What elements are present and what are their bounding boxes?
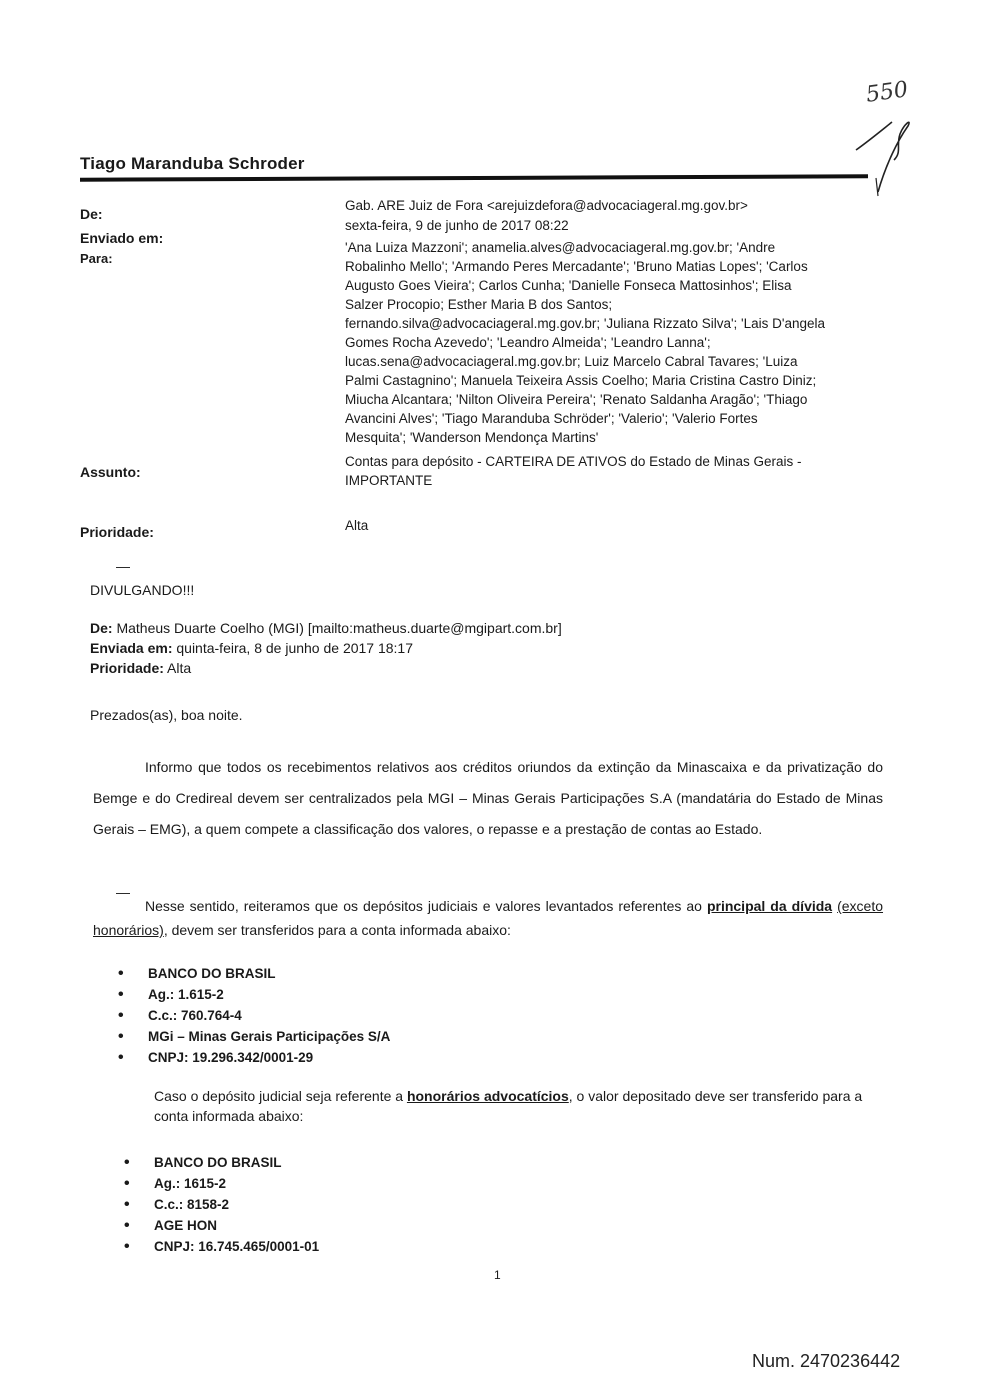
- assunto-line: IMPORTANTE: [345, 473, 433, 488]
- forwarded-header: [90, 618, 870, 678]
- para-line: Mesquita'; 'Wanderson Mendonça Martins': [345, 430, 599, 445]
- de-label: De:: [80, 206, 103, 222]
- para-line: Robalinho Mello'; 'Armando Peres Mercadante'; 'Bruno Matias Lopes'; 'Carlos: [345, 259, 808, 274]
- fwd-enviada-line: [90, 638, 870, 658]
- list-item: [124, 1194, 319, 1215]
- assunto-label: Assunto:: [80, 464, 141, 480]
- para-line: Avancini Alves'; 'Tiago Maranduba Schröder'; 'Valerio'; 'Valerio Fortes: [345, 411, 758, 426]
- header-rule: [80, 174, 868, 181]
- para-line: Augusto Goes Vieira'; Carlos Cunha; 'Danielle Fonseca Mattosinhos'; Elisa: [345, 278, 792, 293]
- account-1-cnpj: CNPJ: 19.296.342/0001-29: [148, 1050, 314, 1065]
- fwd-de-value: Matheus Duarte Coelho (MGI) [mailto:matheus.duarte@mgipart.com.br]: [116, 620, 562, 636]
- list-item: [118, 1005, 390, 1026]
- enviado-value: sexta-feira, 9 de junho de 2017 08:22: [345, 218, 569, 233]
- page-stamp: 550: [864, 77, 910, 108]
- para-line: Miucha Alcantara; 'Nilton Oliveira Pereira'; 'Renato Saldanha Aragão'; 'Thiago: [345, 392, 808, 407]
- account-2-agency: Ag.: 1615-2: [154, 1176, 227, 1191]
- paragraph-2-after: , devem ser transferidos para a conta informada abaixo:: [163, 922, 511, 938]
- list-item: [124, 1173, 319, 1194]
- bullet-icon: •: [118, 1006, 124, 1024]
- prioridade-value: Alta: [345, 518, 369, 533]
- account-2-cnpj: CNPJ: 16.745.465/0001-01: [154, 1239, 320, 1254]
- bullet-icon: •: [124, 1195, 130, 1213]
- para-line: Gomes Rocha Azevedo'; 'Leandro Almeida'; 'Leandro Lanna';: [345, 335, 711, 350]
- account-1-bank: BANCO DO BRASIL: [148, 966, 276, 981]
- list-item: [118, 1026, 390, 1047]
- account-1-agency: Ag.: 1.615-2: [148, 987, 224, 1002]
- account-list-2: [124, 1152, 319, 1257]
- paragraph-1-text: Informo que todos os recebimentos relativos aos créditos oriundos da extinção da Minascaixa e da privatização do Bemge e do Credireal devem ser centralizados pela MGI – Minas Gerais Participações S.A (mandatária do Estado de Minas Gerais – EMG), a quem compete a classificação dos valores, o repasse e a prestação de contas ao Estado.: [93, 759, 883, 837]
- enviado-label: Enviado em:: [80, 230, 164, 246]
- para-line: 'Ana Luiza Mazzoni'; anamelia.alves@advocaciageral.mg.gov.br; 'Andre: [345, 240, 776, 255]
- fwd-enviada-value: quinta-feira, 8 de junho de 2017 18:17: [176, 640, 414, 656]
- fwd-de-line: [90, 618, 870, 638]
- para-line: Palmi Castagnino'; Manuela Teixeira Assis Coelho; Maria Cristina Castro Diniz;: [345, 373, 817, 388]
- para-line: Salzer Procopio; Esther Maria B dos Santos;: [345, 297, 613, 312]
- account-2-holder: AGE HON: [154, 1218, 218, 1233]
- prioridade-label: Prioridade:: [80, 524, 154, 540]
- para-line: fernando.silva@advocaciageral.mg.gov.br; 'Juliana Rizzato Silva'; 'Lais D'angela: [345, 316, 826, 331]
- document-number: Num. 2470236442: [752, 1351, 901, 1371]
- bullet-icon: •: [124, 1174, 130, 1192]
- para-line: lucas.sena@advocaciageral.mg.gov.br; Luiz Marcelo Cabral Tavares; 'Luiza: [345, 354, 798, 369]
- list-item: [118, 1047, 390, 1068]
- fwd-prioridade-label: Prioridade:: [90, 660, 164, 676]
- list-item: [118, 963, 390, 984]
- paragraph-1: [93, 752, 883, 845]
- bullet-icon: •: [118, 1027, 124, 1045]
- account-1-account: C.c.: 760.764-4: [148, 1008, 242, 1023]
- exceto-honorarios-underlined: (exceto honorários): [93, 898, 884, 938]
- bullet-icon: •: [118, 985, 124, 1003]
- account-1-holder: MGi – Minas Gerais Participações S/A: [148, 1029, 391, 1044]
- fwd-prioridade-value: Alta: [167, 660, 192, 676]
- list-item: [124, 1215, 319, 1236]
- sender-name: Tiago Maranduba Schroder: [80, 154, 305, 173]
- list-item: [118, 984, 390, 1005]
- paragraph-3: [154, 1086, 874, 1126]
- bullet-icon: •: [124, 1237, 130, 1255]
- list-item: [124, 1236, 319, 1257]
- assunto-value: [345, 452, 865, 490]
- list-item: [124, 1152, 319, 1173]
- principal-divida-underlined: principal da dívida: [706, 898, 833, 914]
- paragraph-2-before: Nesse sentido, reiteramos que os depósitos judiciais e valores levantados referentes ao: [145, 898, 707, 914]
- fwd-de-label: De:: [90, 620, 113, 636]
- dash-mark-2: —: [116, 884, 130, 900]
- bullet-icon: •: [118, 964, 124, 982]
- bullet-icon: •: [118, 1048, 124, 1066]
- de-value: Gab. ARE Juiz de Fora <arejuizdefora@advocaciageral.mg.gov.br>: [345, 198, 748, 213]
- paragraph-3-after: , o valor depositado deve ser transferido para a conta informada abaixo:: [154, 1088, 863, 1124]
- para-value: [345, 238, 865, 447]
- para-label: Para:: [80, 251, 113, 266]
- divulgando-text: DIVULGANDO!!!: [90, 582, 195, 598]
- fwd-prioridade-line: [90, 658, 870, 678]
- signature-mark: [848, 104, 918, 204]
- account-list-1: [118, 963, 390, 1068]
- dash-mark: —: [116, 558, 130, 574]
- account-2-account: C.c.: 8158-2: [154, 1197, 230, 1212]
- assunto-line: Contas para depósito - CARTEIRA DE ATIVOS do Estado de Minas Gerais -: [345, 454, 802, 469]
- paragraph-2: [93, 894, 883, 942]
- account-2-bank: BANCO DO BRASIL: [154, 1155, 282, 1170]
- paragraph-3-before: Caso o depósito judicial seja referente a: [154, 1088, 407, 1104]
- page-number: 1: [494, 1268, 501, 1282]
- fwd-enviada-label: Enviada em:: [90, 640, 173, 656]
- bullet-icon: •: [124, 1153, 130, 1171]
- bullet-icon: •: [124, 1216, 130, 1234]
- greeting: Prezados(as), boa noite.: [90, 707, 243, 723]
- honorarios-underlined: honorários advocatícios: [406, 1088, 569, 1104]
